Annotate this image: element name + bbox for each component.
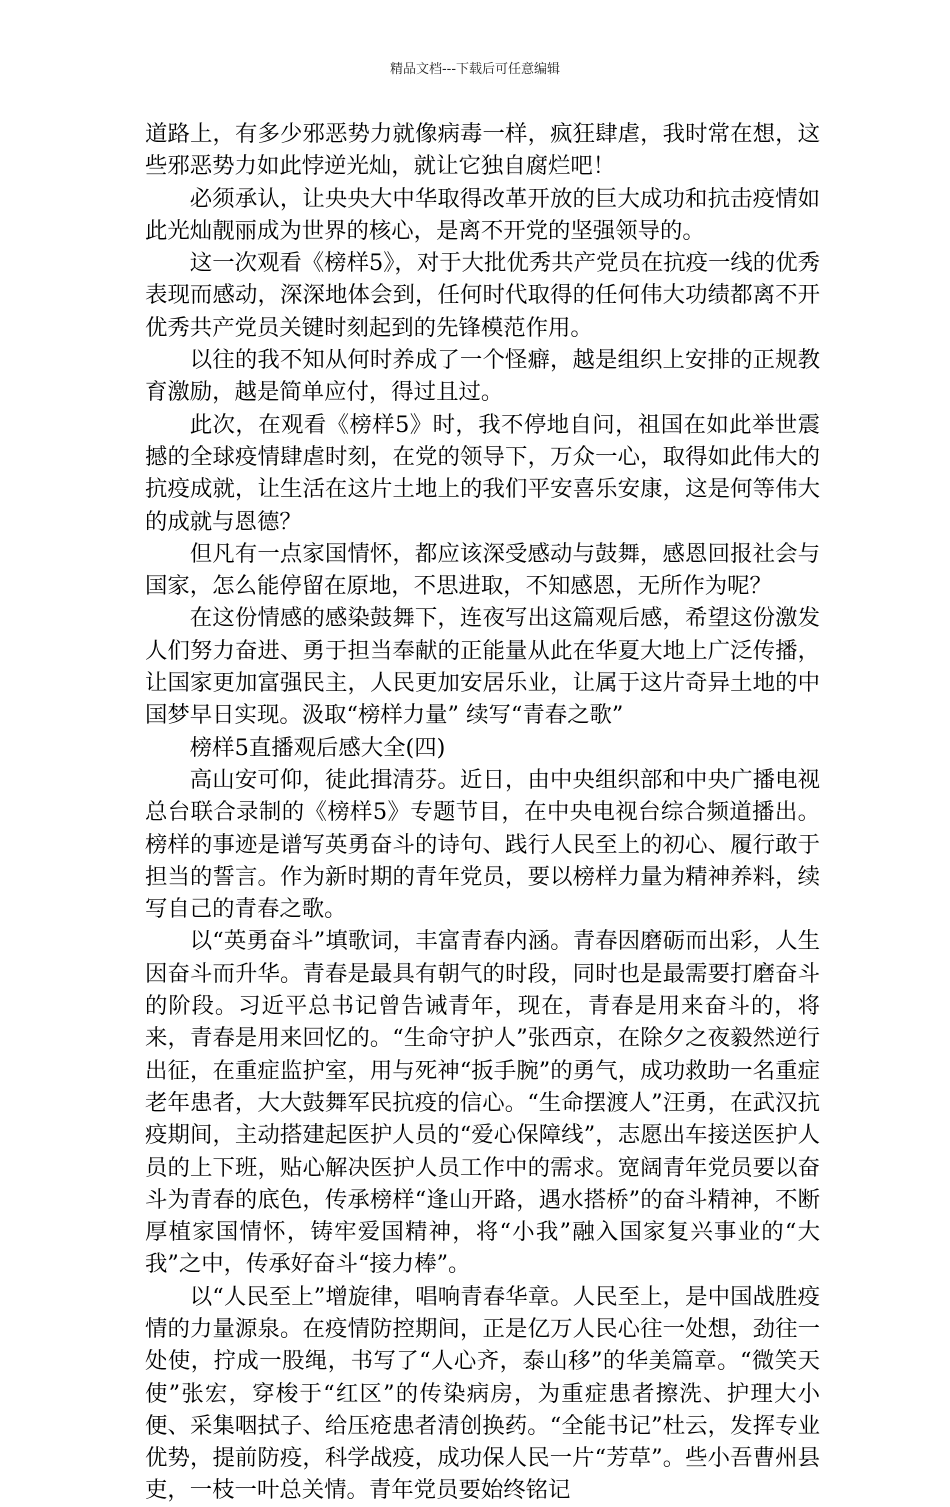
- paragraph: 这一次观看《榜样5》，对于大批优秀共产党员在抗疫一线的优秀表现而感动，深深地体会到，任何时代取得的任何伟大功绩都离不开优秀共产党员关键时刻起到的先锋模范作用。: [145, 250, 820, 341]
- paragraph: 此次，在观看《榜样5》时，我不停地自问，祖国在如此举世震撼的全球疫情肆虐时刻，在党的领导下，万众一心，取得如此伟大的抗疫成就，让生活在这片土地上的我们平安喜乐安康，这是何等伟大的成就与恩德？: [145, 411, 820, 535]
- paragraph: 以“英勇奋斗”填歌词，丰富青春内涵。青春因磨砺而出彩，人生因奋斗而升华。青春是最具有朝气的时段，同时也是最需要打磨奋斗的阶段。习近平总书记曾告诫青年，现在，青春是用来奋斗的，将来，青春是用来回忆的。“生命守护人”张西京，在除夕之夜毅然逆行出征，在重症监护室，用与死神“扳手腕”的勇气，成功救助一名重症老年患者，大大鼓舞军民抗疫的信心。“生命摆渡人”汪勇，在武汉抗疫期间，主动搭建起医护人员的“爱心保障线”，志愿出车接送医护人员的上下班，贴心解决医护人员工作中的需求。宽阔青年党员要以奋斗为青春的底色，传承榜样“逢山开路，遇水搭桥”的奋斗精神，不断厚植家国情怀，铸牢爱国精神，将“小我”融入国家复兴事业的“大我”之中，传承好奋斗“接力棒”。: [145, 928, 820, 1278]
- paragraph: 必须承认，让央央大中华取得改革开放的巨大成功和抗击疫情如此光灿靓丽成为世界的核心，是离不开党的坚强领导的。: [145, 185, 820, 244]
- paragraph-continued: 道路上，有多少邪恶势力就像病毒一样，疯狂肆虐，我时常在想，这些邪恶势力如此悖逆光灿，就让它独自腐烂吧！: [145, 121, 820, 180]
- paragraph: 以往的我不知从何时养成了一个怪癖，越是组织上安排的正规教育激励，越是简单应付，得过且过。: [145, 347, 820, 406]
- section-title: 榜样5直播观后感大全(四): [189, 734, 446, 761]
- paragraph: 以“人民至上”增旋律，唱响青春华章。人民至上，是中国战胜疫情的力量源泉。在疫情防控期间，正是亿万人民心往一处想，劲往一处使，拧成一股绳，书写了“人心齐，泰山移”的华美篇章。“微笑天使”张宏，穿梭于“红区”的传染病房，为重症患者擦洗、护理大小便、采集咽拭子、给压疮患者清创换药。“全能书记”杜云，发挥专业优势，提前防疫，科学战疫，成功保人民一片“芳草”。些小吾曹州县吏，一枝一叶总关情。青年党员要始终铭记: [145, 1283, 820, 1504]
- document-body: [145, 118, 820, 1507]
- paragraph: 但凡有一点家国情怀，都应该深受感动与鼓舞，感恩回报社会与国家，怎么能停留在原地，不思进取，不知感恩，无所作为呢？: [145, 540, 820, 600]
- paragraph: 高山安可仰，徒此揖清芬。近日，由中央组织部和中央广播电视总台联合录制的《榜样5》专题节目，在中央电视台综合频道播出。榜样的事迹是谱写英勇奋斗的诗句、践行人民至上的初心、履行敢于担当的誓言。作为新时期的青年党员，要以榜样力量为精神养料，续写自己的青春之歌。: [145, 766, 820, 923]
- paragraph: 在这份情感的感染鼓舞下，连夜写出这篇观后感，希望这份激发人们努力奋进、勇于担当奉献的正能量从此在华夏大地上广泛传播，让国家更加富强民主，人民更加安居乐业，让属于这片奇异土地的中国梦早日实现。汲取“榜样力量” 续写“青春之歌”: [145, 605, 820, 729]
- page-header: 精品文档---下载后可任意编辑: [389, 62, 561, 77]
